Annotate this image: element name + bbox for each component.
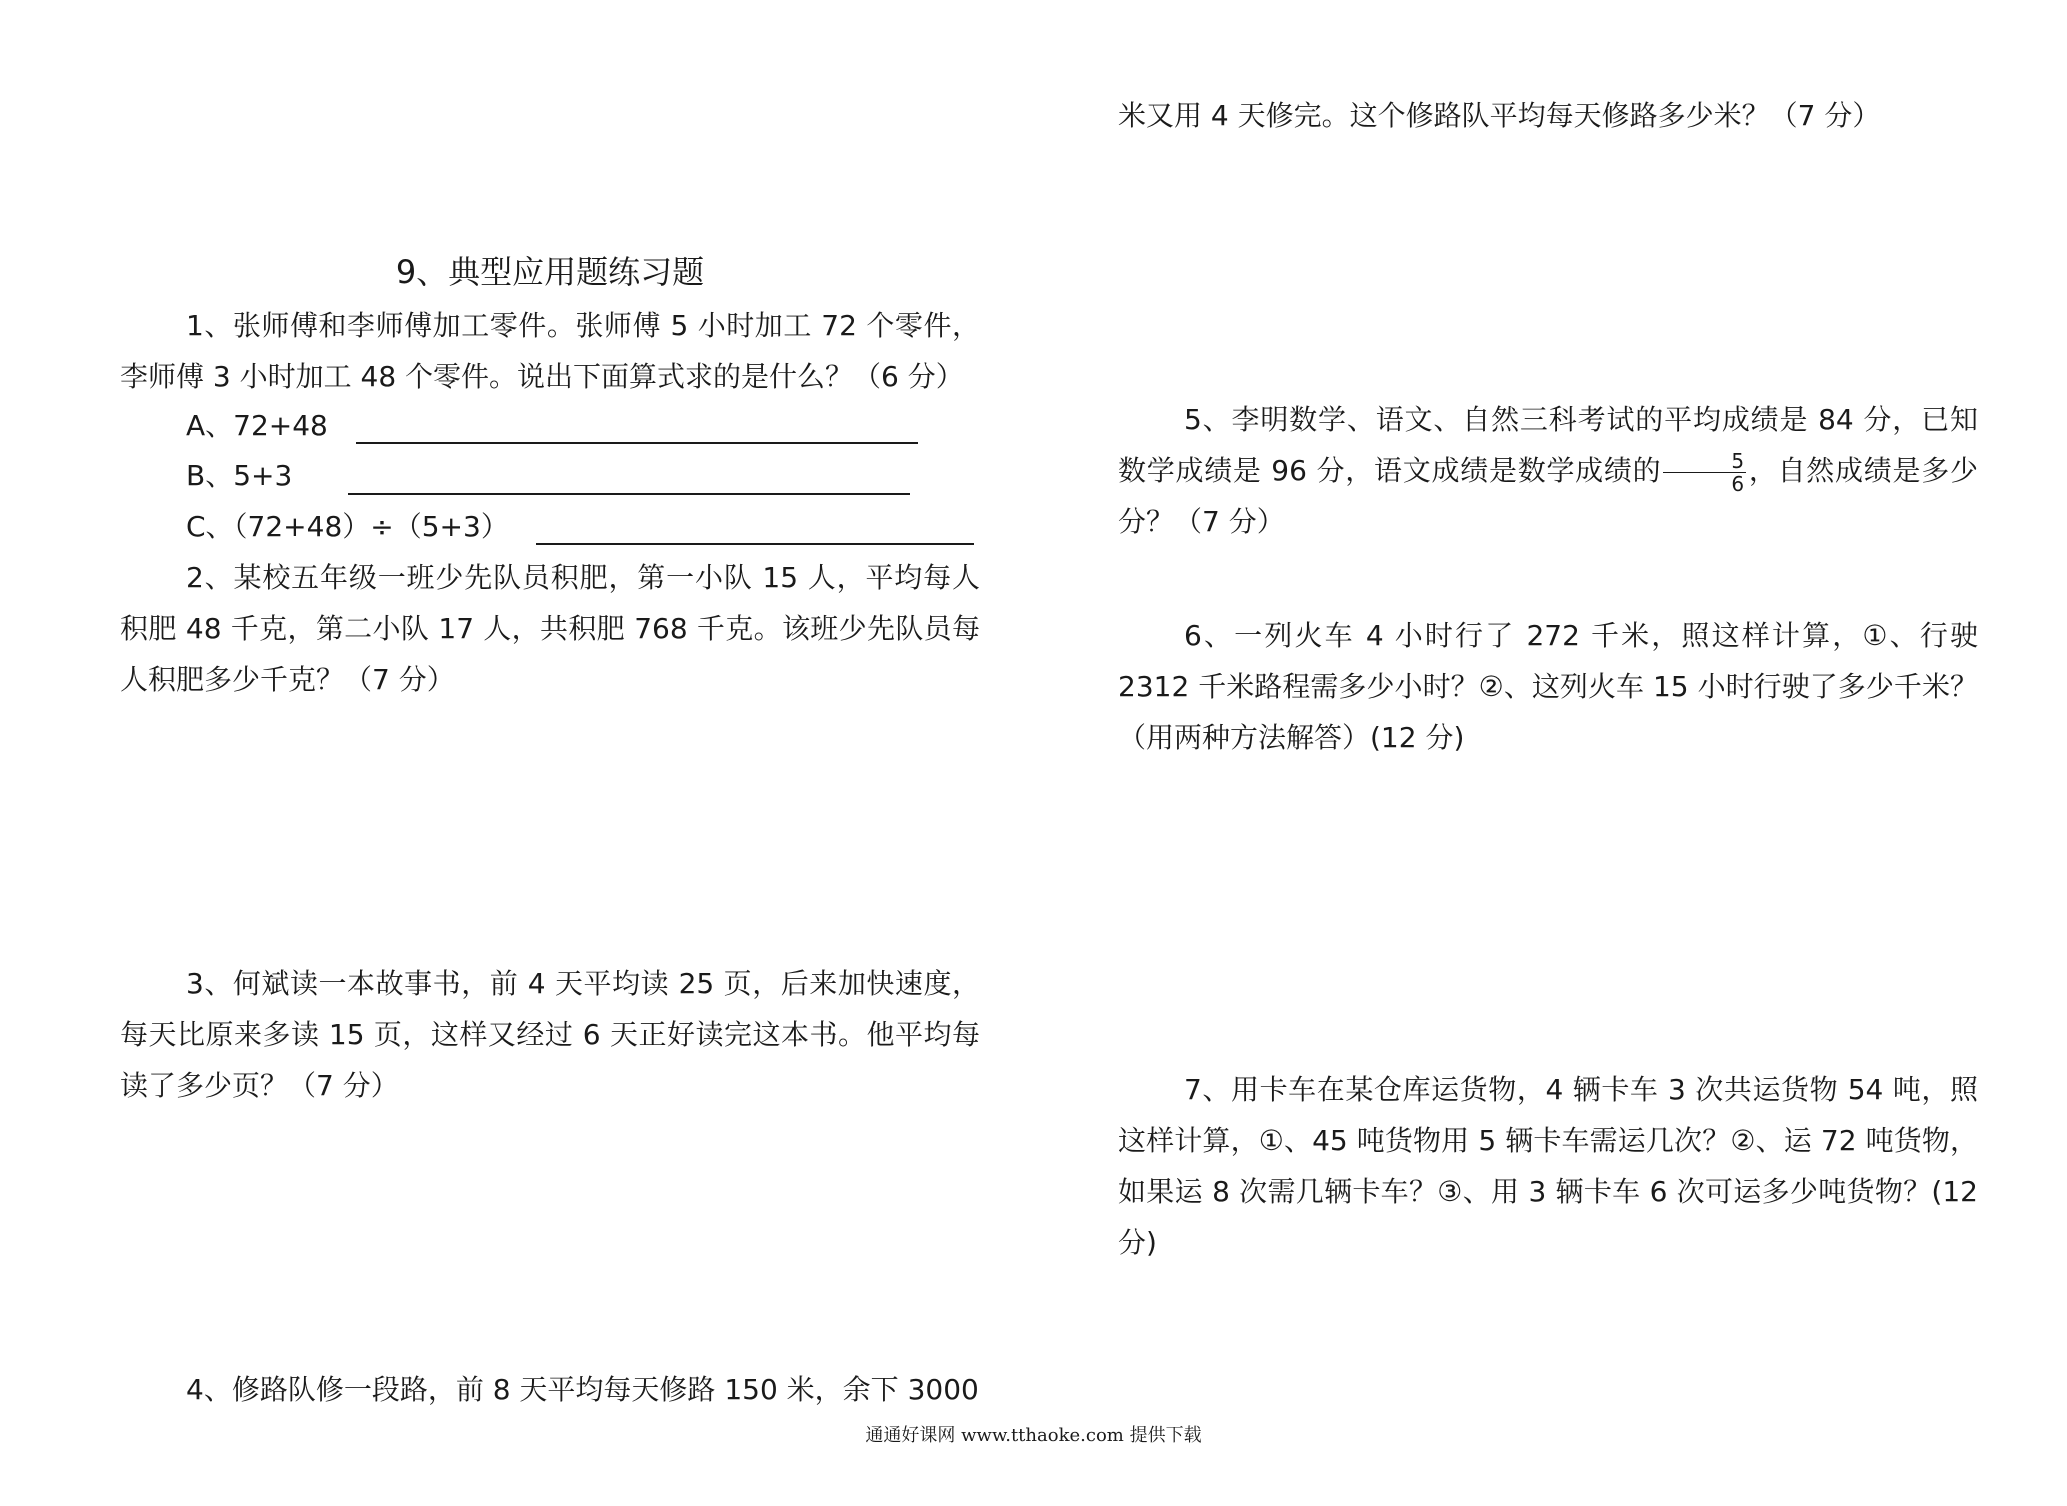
question-4 <box>120 1364 980 1415</box>
question-5-text <box>1118 394 1978 547</box>
page-title: 9、典型应用题练习题 <box>395 253 705 291</box>
question-2-text: 2、某校五年级一班少先队员积肥，第一小队 15 人，平均每人积肥 48 千克，第二小队 17 人，共积肥 768 千克。该班少先队员每人积肥多少千克？（7 分） <box>120 561 980 696</box>
question-3-text: 3、何斌读一本故事书，前 4 天平均读 25 页，后来加快速度，每天比原来多读 15 页，这样又经过 6 天正好读完这本书。他平均每读了多少页？（7 分） <box>120 967 980 1102</box>
fraction-numerator: 5 <box>1663 450 1746 473</box>
question-7-text: 7、用卡车在某仓库运货物，4 辆卡车 3 次共运货物 54 吨，照这样计算，①、45 吨货物用 5 辆卡车需运几次？②、运 72 吨货物，如果运 8 次需几辆卡车？③、用 3 辆卡车 6 次可运多少吨货物？(12 分) <box>1118 1073 1978 1259</box>
option-c: C、（72+48）÷（5+3） <box>186 510 509 543</box>
footer-credit: 通通好课网 www.tthaoke.com 提供下载 <box>865 1425 1202 1446</box>
answer-blank-b[interactable] <box>348 493 910 495</box>
question-1-text: 1、张师傅和李师傅加工零件。张师傅 5 小时加工 72 个零件，李师傅 3 小时加工 48 个零件。说出下面算式求的是什么？（6 分） <box>120 309 980 393</box>
q4-continuation: 米又用 4 天修完。这个修路队平均每天修路多少米？（7 分） <box>1118 99 1881 132</box>
question-6-text: 6、一列火车 4 小时行了 272 千米，照这样计算，①、行驶 2312 千米路程需多少小时？②、这列火车 15 小时行驶了多少千米？（用两种方法解答）(12 分) <box>1118 619 1978 754</box>
question-2 <box>120 552 980 705</box>
question-5-text-after: ，自然成绩是多少分？（7 分） <box>1118 454 1978 538</box>
question-1 <box>120 300 980 402</box>
answer-blank-a[interactable] <box>356 442 918 444</box>
question-6 <box>1118 610 1978 763</box>
fraction-denominator: 6 <box>1731 471 1745 496</box>
answer-blank-c[interactable] <box>536 543 974 545</box>
option-a: A、72+48 <box>186 409 328 442</box>
right-column-top <box>1118 90 1978 141</box>
question-7 <box>1118 1064 1978 1268</box>
question-4-text: 4、修路队修一段路，前 8 天平均每天修路 150 米，余下 3000 <box>186 1373 979 1406</box>
question-5 <box>1118 394 1978 547</box>
question-5-text-before: 5、李明数学、语文、自然三科考试的平均成绩是 84 分，已知数学成绩是 96 分，语文成绩是数学成绩的 <box>1118 403 1978 487</box>
fraction-five-sixths <box>1663 450 1746 495</box>
option-b: B、5+3 <box>186 459 293 492</box>
question-3 <box>120 958 980 1111</box>
